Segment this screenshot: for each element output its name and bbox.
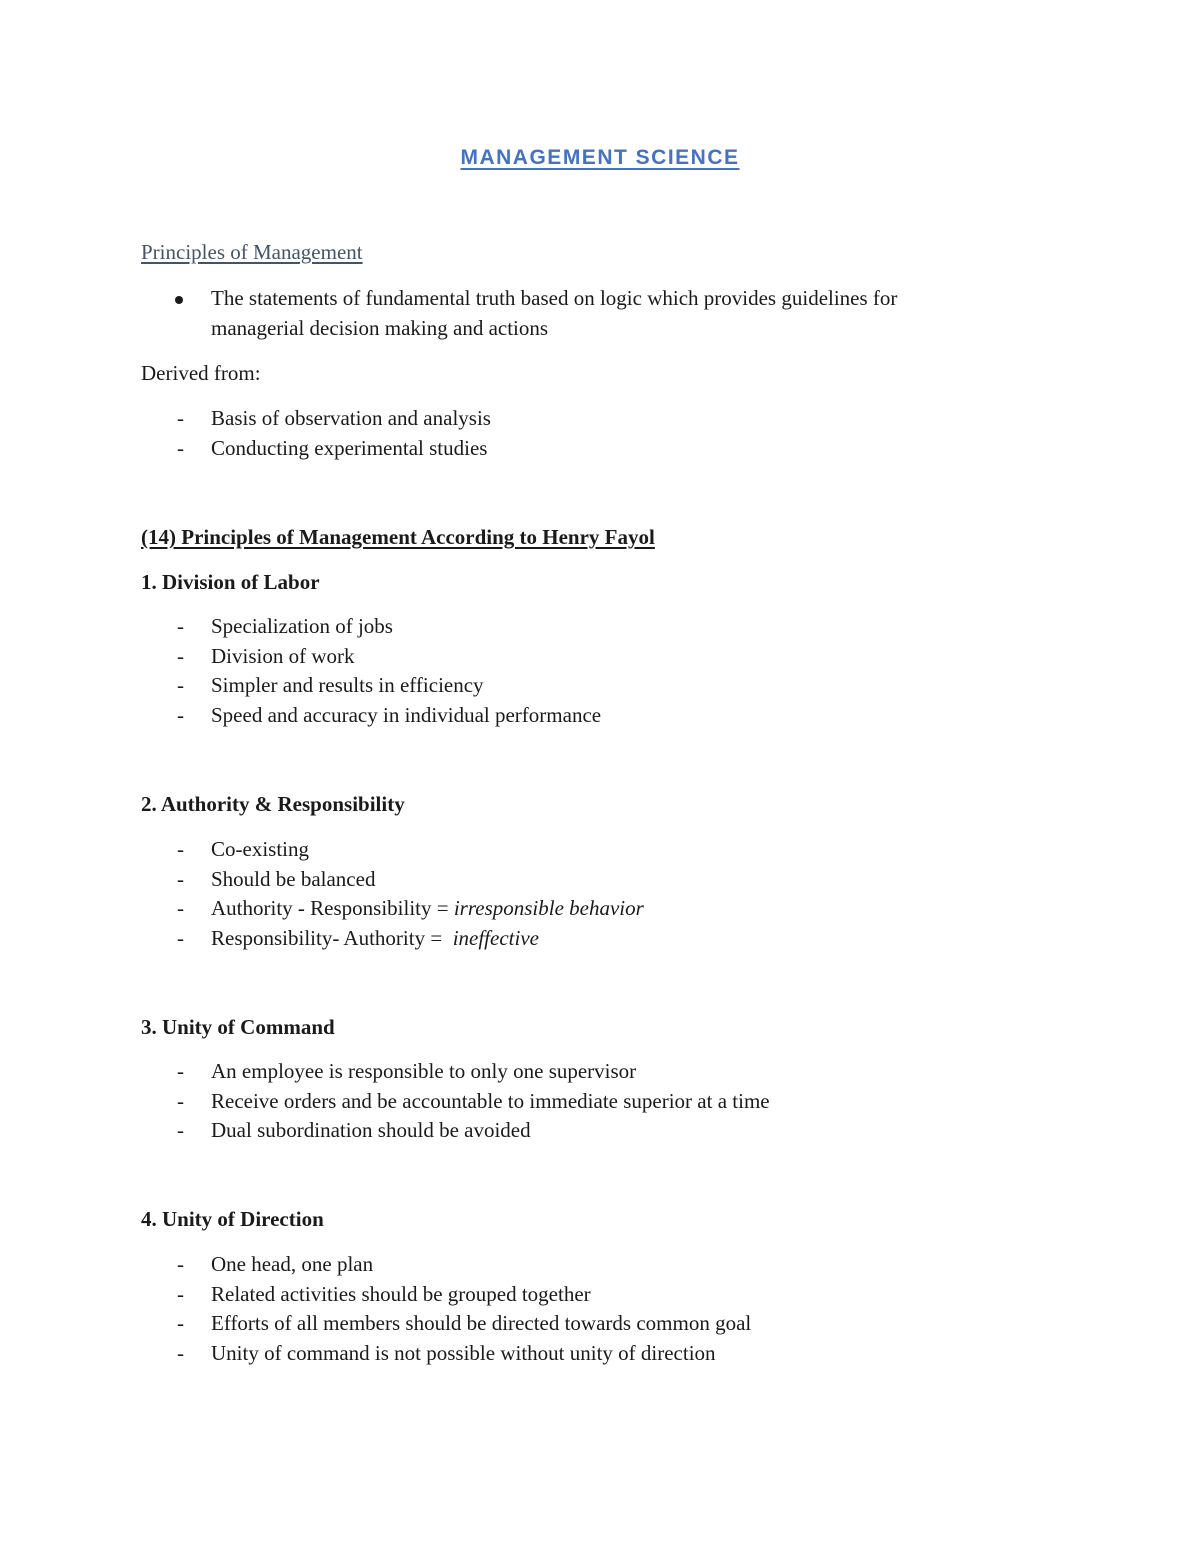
dash-marker: -: [177, 703, 184, 728]
section-title-authority-responsibility: 2. Authority & Responsibility: [141, 792, 405, 816]
section-title-division-of-labor: 1. Division of Labor: [141, 570, 320, 594]
dash-marker: -: [177, 837, 184, 861]
dash-marker: -: [177, 926, 184, 951]
bullet-dot-icon: [175, 296, 183, 304]
section-title-unity-of-direction: 4. Unity of Direction: [141, 1207, 324, 1231]
dash-marker: -: [177, 1311, 184, 1336]
derived-from-label: Derived from:: [141, 361, 261, 385]
dash-marker: -: [177, 1088, 184, 1113]
dash-marker: -: [177, 1059, 184, 1083]
dash-marker: -: [177, 1341, 184, 1366]
definition-line-1: The statements of fundamental truth based on logic which provides guidelines for: [211, 286, 898, 310]
dash-marker: -: [177, 896, 184, 921]
dash-marker: -: [177, 866, 184, 891]
dash-marker: -: [177, 643, 184, 668]
document-title: MANAGEMENT SCIENCE: [460, 146, 740, 169]
dash-marker: -: [177, 673, 184, 698]
dash-marker: -: [177, 614, 184, 638]
dash-marker: -: [177, 406, 184, 430]
dash-marker: -: [177, 1281, 184, 1306]
dash-marker: -: [177, 435, 184, 460]
document-page: MANAGEMENT SCIENCE Principles of Management The statements of fundamental truth based on logic which provides guidelines for managerial decision making and actions Derived from: - Basis of observation and analysis - Conducting experimental studies (14) Principles of Management According to Henry Fayol 1. Division of Labor - Specialization of jobs - Division of work - Simpler and results in efficiency - Speed and accuracy in individual performance 2. Authority & Responsibility - Co-existing - Should be balanced - Authority - Responsibility = irresponsible behavior - Responsibility- Authority = ineffective 3. Unity of Command - An employee is responsible to only one supervisor - Receive orders and be accountable to immediate superior at a time - Dual subordination should be avoided 4. Unity of Direction - One head, one plan - Related activities should be grouped together - Efforts of all members should be directed towards common goal - Unity of command is not possible without unity of direction: [0, 0, 1200, 1553]
principles-heading: Principles of Management: [141, 240, 363, 264]
section-title-unity-of-command: 3. Unity of Command: [141, 1015, 335, 1039]
equation-result: ineffective: [452, 926, 539, 951]
equation-result: irresponsible behavior: [453, 896, 644, 921]
fayol-heading: (14) Principles of Management According to Henry Fayol: [141, 525, 655, 549]
dash-marker: -: [177, 1118, 184, 1143]
dash-marker: -: [177, 1252, 184, 1276]
definition-line-2: managerial decision making and actions: [211, 316, 549, 340]
